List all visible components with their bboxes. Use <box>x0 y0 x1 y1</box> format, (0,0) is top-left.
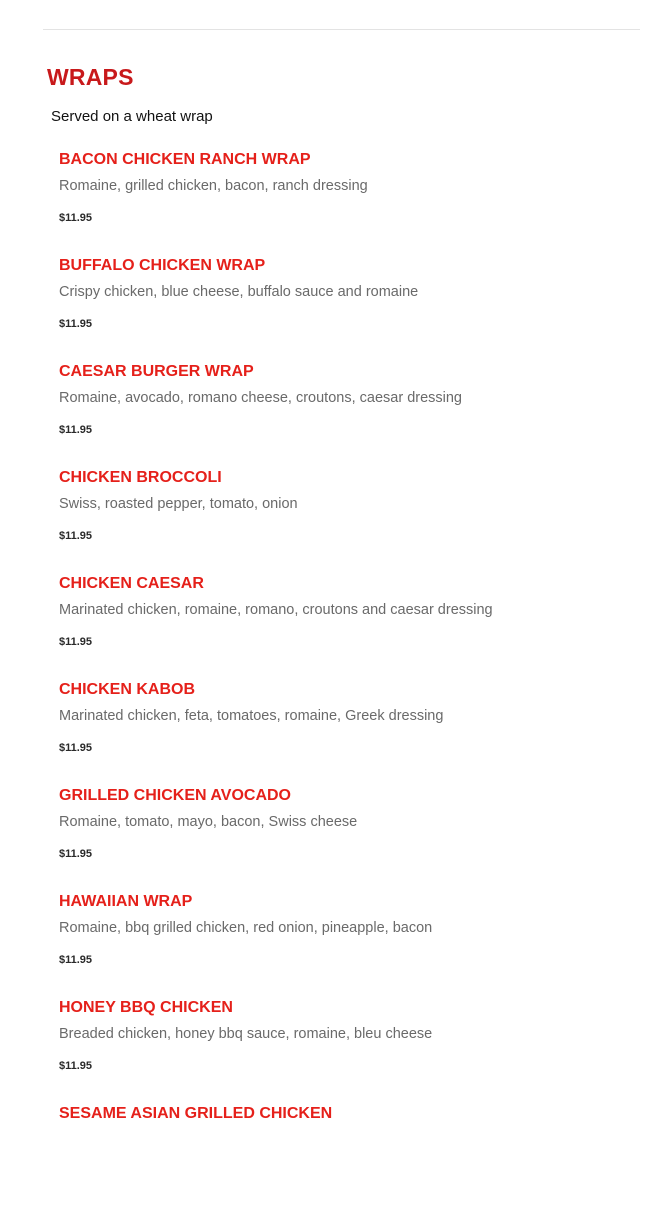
menu-item[interactable] <box>59 678 639 784</box>
menu-item[interactable] <box>59 148 639 254</box>
section-title: WRAPS <box>47 64 134 90</box>
menu-item-description: Crispy chicken, blue cheese, buffalo sauce and romaine <box>59 284 419 300</box>
menu-item-price: $11.95 <box>59 424 93 436</box>
menu-item-name[interactable]: BACON CHICKEN RANCH WRAP <box>59 151 311 168</box>
menu-item-description: Breaded chicken, honey bbq sauce, romaine, bleu cheese <box>59 1026 433 1042</box>
menu-item-name[interactable]: CHICKEN CAESAR <box>59 575 204 592</box>
menu-item-price: $11.95 <box>59 1060 93 1072</box>
menu-item[interactable] <box>59 572 639 678</box>
menu-item[interactable] <box>59 1102 639 1208</box>
section-subtitle: Served on a wheat wrap <box>51 108 213 125</box>
menu-item-description: Marinated chicken, feta, tomatoes, romaine, Greek dressing <box>59 708 444 724</box>
menu-item[interactable] <box>59 784 639 890</box>
menu-item-description: Romaine, grilled chicken, bacon, ranch dressing <box>59 178 368 194</box>
menu-item-description: Romaine, avocado, romano cheese, croutons, caesar dressing <box>59 390 462 406</box>
menu-item-name[interactable]: HAWAIIAN WRAP <box>59 893 193 910</box>
menu-item-price: $11.95 <box>59 212 93 224</box>
menu-item-price: $11.95 <box>59 848 93 860</box>
menu-item-name[interactable]: HONEY BBQ CHICKEN <box>59 999 233 1016</box>
menu-item-price: $11.95 <box>59 636 93 648</box>
menu-item-name[interactable]: SESAME ASIAN GRILLED CHICKEN <box>59 1105 333 1122</box>
menu-item-description: Marinated chicken, romaine, romano, croutons and caesar dressing <box>59 602 493 618</box>
section-divider <box>43 29 640 30</box>
menu-item-description: Romaine, tomato, mayo, bacon, Swiss cheese <box>59 814 358 830</box>
menu-item-price: $11.95 <box>59 742 93 754</box>
menu-item-name[interactable]: BUFFALO CHICKEN WRAP <box>59 257 266 274</box>
menu-item-price: $11.95 <box>59 530 93 542</box>
menu-item-price: $11.95 <box>59 954 93 966</box>
menu-item[interactable] <box>59 360 639 466</box>
menu-item[interactable] <box>59 466 639 572</box>
menu-item-list <box>59 148 639 1208</box>
menu-item-description: Romaine, bbq grilled chicken, red onion, pineapple, bacon <box>59 920 433 936</box>
menu-item[interactable] <box>59 996 639 1102</box>
menu-item-price: $11.95 <box>59 318 93 330</box>
menu-item-name[interactable]: CAESAR BURGER WRAP <box>59 363 254 380</box>
menu-item-name[interactable]: CHICKEN BROCCOLI <box>59 469 222 486</box>
menu-item[interactable] <box>59 254 639 360</box>
menu-item-description: Swiss, roasted pepper, tomato, onion <box>59 496 298 512</box>
menu-item-name[interactable]: GRILLED CHICKEN AVOCADO <box>59 787 291 804</box>
menu-item-name[interactable]: CHICKEN KABOB <box>59 681 195 698</box>
menu-item[interactable] <box>59 890 639 996</box>
